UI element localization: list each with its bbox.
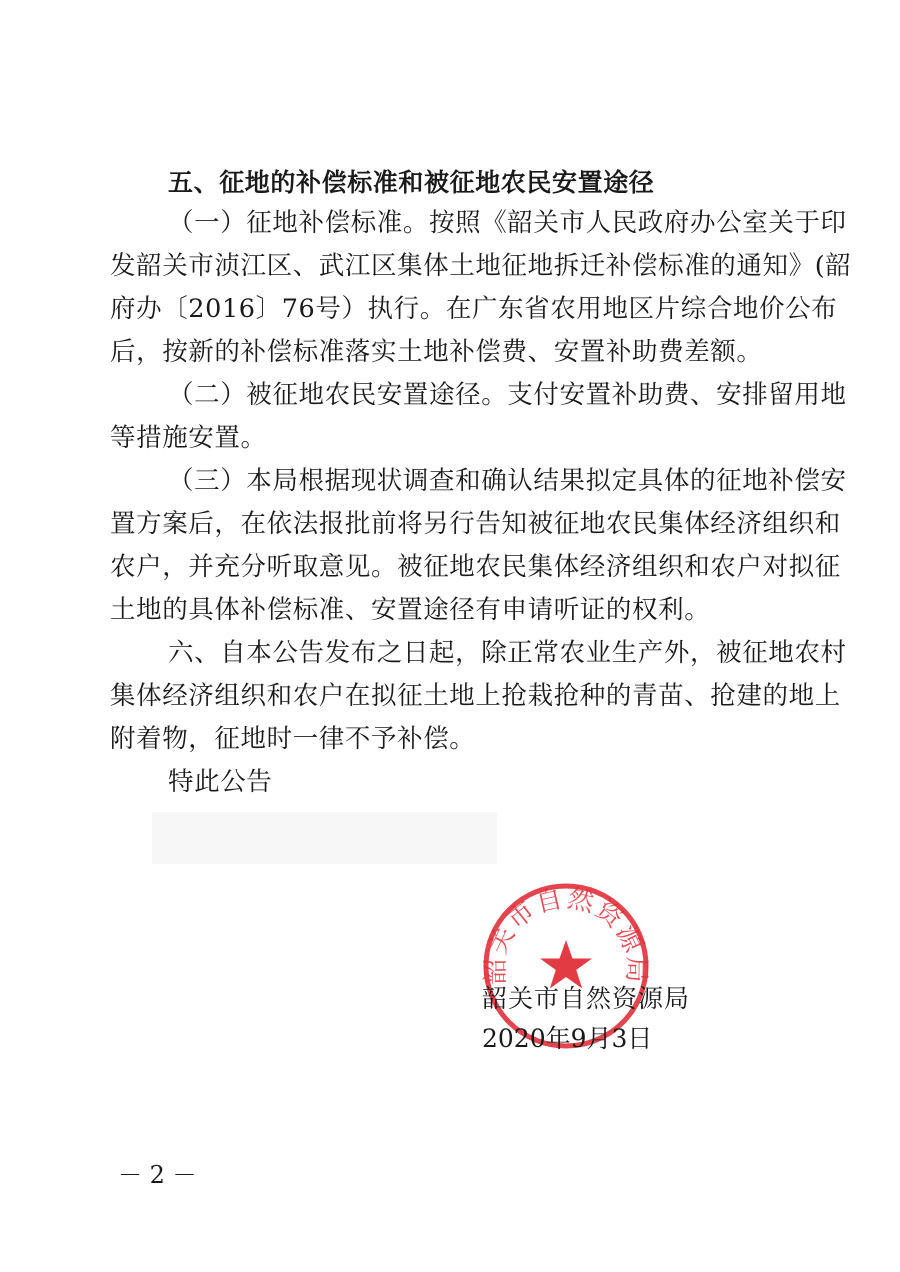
section-five-heading: 五、征地的补偿标准和被征地农民安置途径: [168, 168, 655, 197]
section-six-line3: 附着物，征地时一律不予补偿。: [110, 724, 476, 754]
section-five-item1-line3: 府办〔2016〕76号）执行。在广东省农用地区片综合地价公布: [110, 294, 838, 324]
section-five-item1-line1: （一）征地补偿标准。按照《韶关市人民政府办公室关于印: [168, 208, 847, 238]
section-five-item3-line1: （三）本局根据现状调查和确认结果拟定具体的征地补偿安: [168, 466, 847, 496]
svg-text:韶关市自然资源局: 韶关市自然资源局: [482, 883, 650, 985]
section-five-item3-line4: 土地的具体补偿标准、安置途径有申请听证的权利。: [110, 595, 711, 625]
section-six-line2: 集体经济组织和农户在拟征土地上抢栽抢种的青苗、抢建的地上: [110, 681, 841, 711]
section-five-item1-line4: 后，按新的补偿标准落实土地补偿费、安置补助费差额。: [110, 337, 763, 367]
section-five-item3-line2: 置方案后，在依法报批前将另行告知被征地农民集体经济组织和: [110, 509, 841, 539]
issuer-signature: 韶关市自然资源局: [482, 984, 691, 1013]
section-five-item3-line3: 农户，并充分听取意见。被征地农民集体经济组织和农户对拟征: [110, 552, 841, 582]
section-five-item2-line1: （二）被征地农民安置途径。支付安置补助费、安排留用地: [168, 380, 847, 410]
section-six-line1: 六、自本公告发布之日起，除正常农业生产外，被征地农村: [168, 638, 847, 668]
section-five-item1-line2: 发韶关市浈江区、武江区集体土地征地拆迁补偿标准的通知》(韶: [110, 251, 852, 281]
issue-date: 2020年9月3日: [482, 1024, 653, 1053]
page-number: － 2 －: [118, 1161, 197, 1189]
section-five-item2-line2: 等措施安置。: [110, 423, 267, 453]
redacted-area: [152, 812, 497, 864]
closing-text: 特此公告: [168, 767, 273, 797]
